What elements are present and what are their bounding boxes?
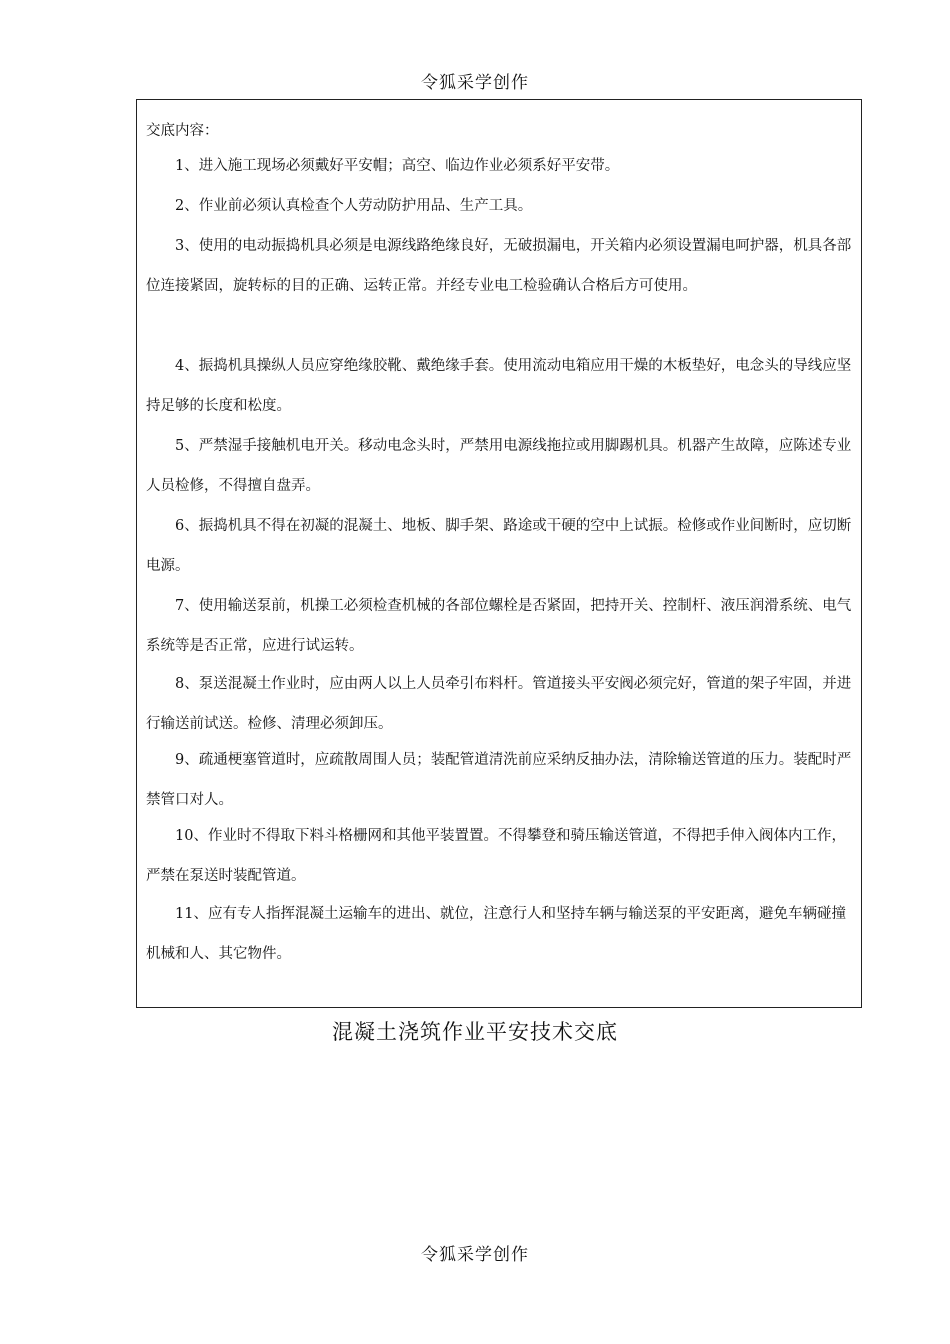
paragraph-11: 11、应有专人指挥混凝土运输车的进出、就位，注意行人和坚持车辆与输送泵的平安距离，避免车辆碰撞机械和人、其它物件。 bbox=[146, 906, 846, 962]
paragraph-10: 10、作业时不得取下料斗格栅网和其他平装置置。不得攀登和骑压输送管道，不得把手伸入阀体内工作，严禁在泵送时装配管道。 bbox=[146, 828, 846, 884]
paragraph-6: 6、振捣机具不得在初凝的混凝土、地板、脚手架、路途或干硬的空中上试振。检修或作业间断时，应切断电源。 bbox=[146, 518, 852, 574]
content-heading: 交底内容： bbox=[146, 123, 219, 139]
paragraph-8: 8、泵送混凝土作业时，应由两人以上人员牵引布料杆。管道接头平安阀必须完好，管道的架子牢固，并进行输送前试送。检修、清理必须卸压。 bbox=[146, 676, 852, 732]
paragraph-9: 9、疏通梗塞管道时，应疏散周围人员；装配管道清洗前应采纳反抽办法，清除输送管道的压力。装配时严禁管口对人。 bbox=[146, 752, 852, 808]
paragraph-4: 4、振捣机具操纵人员应穿绝缘胶靴、戴绝缘手套。使用流动电箱应用干燥的木板垫好，电念头的导线应坚持足够的长度和松度。 bbox=[146, 358, 852, 414]
paragraph-1: 1、进入施工现场必须戴好平安帽；高空、临边作业必须系好平安带。 bbox=[175, 158, 620, 174]
page-footer: 令狐采学创作 bbox=[421, 1245, 529, 1265]
paragraph-5: 5、严禁湿手接触机电开关。移动电念头时，严禁用电源线拖拉或用脚踢机具。机器产生故障，应陈述专业人员检修，不得擅自盘弄。 bbox=[146, 438, 852, 494]
document-title: 混凝土浇筑作业平安技术交底 bbox=[332, 1020, 618, 1044]
paragraph-3: 3、使用的电动振捣机具必须是电源线路绝缘良好，无破损漏电，开关箱内必须设置漏电呵护器，机具各部位连接紧固，旋转标的目的正确、运转正常。并经专业电工检验确认合格后方可使用。 bbox=[146, 238, 852, 294]
page-header: 令狐采学创作 bbox=[421, 73, 529, 93]
paragraph-2: 2、作业前必须认真检查个人劳动防护用品、生产工具。 bbox=[175, 198, 533, 214]
paragraph-7: 7、使用输送泵前，机操工必须检查机械的各部位螺栓是否紧固，把持开关、控制杆、液压润滑系统、电气系统等是否正常，应进行试运转。 bbox=[146, 598, 852, 654]
